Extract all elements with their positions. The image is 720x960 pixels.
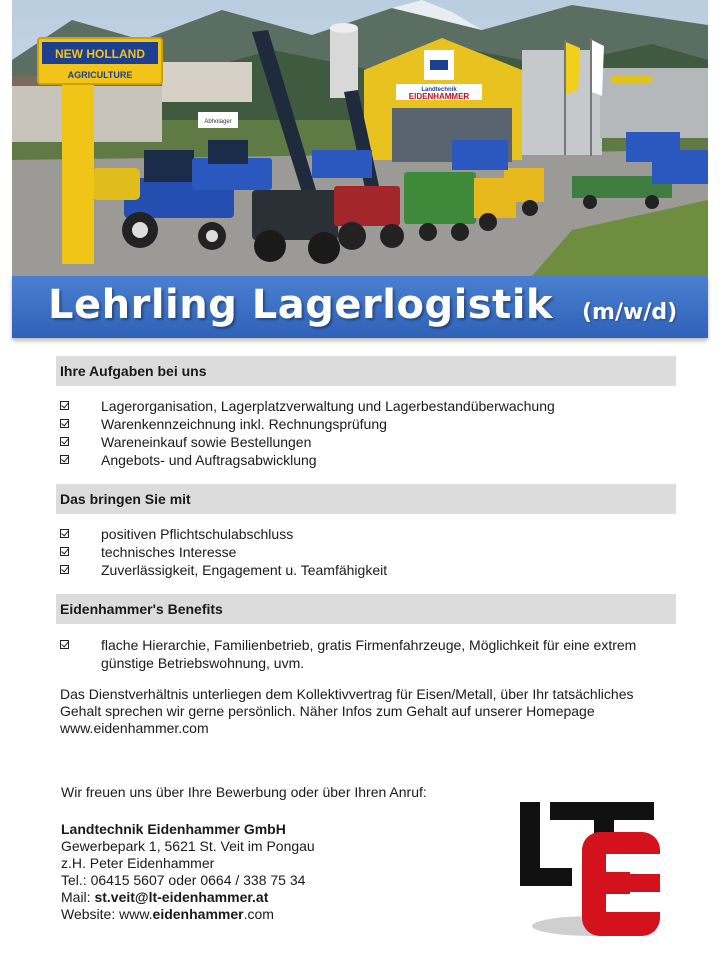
contact-person: z.H. Peter Eidenhammer: [61, 855, 215, 871]
list-item: Lagerorganisation, Lagerplatzverwaltung und Lagerbestandüberwachung: [58, 397, 678, 415]
salary-note: Das Dienstverhältnis unterliegen dem Kollektivvertrag für Eisen/Metall, über Ihr tatsächliches Gehalt sprechen wir gerne persönlich. Näher Infos zum Gehalt auf unserer Homepage www.eidenhammer.com: [60, 686, 680, 737]
requirements-list: [58, 525, 678, 579]
building-sign-top: Landtechnik: [421, 87, 457, 93]
side-sign: Abholager: [204, 119, 232, 125]
contact-block: [61, 821, 481, 923]
list-item: positiven Pflichtschulabschluss: [58, 525, 678, 543]
dealership-scene: [12, 0, 708, 276]
sign-brand: NEW HOLLAND: [55, 47, 145, 61]
mail-link[interactable]: st.veit@lt-eidenhammer.at: [94, 889, 269, 905]
checkbox-icon: [60, 401, 69, 410]
website-line[interactable]: Website: www.eidenhammer.com: [61, 906, 274, 922]
checkbox-icon: [60, 419, 69, 428]
building-sign-main: EIDENHAMMER: [408, 92, 470, 101]
company-address: Gewerbepark 1, 5621 St. Veit im Pongau: [61, 838, 315, 854]
checkbox-icon: [60, 455, 69, 464]
checkbox-icon: [60, 437, 69, 446]
lte-logo: [512, 796, 662, 946]
list-item: Angebots- und Auftragsabwicklung: [58, 451, 678, 469]
list-item: flache Hierarchie, Familienbetrieb, gratis Firmenfahrzeuge, Möglichkeit für eine extrem günstige Betriebswohnung, uvm.: [58, 636, 648, 672]
tasks-heading: Ihre Aufgaben bei uns: [56, 356, 676, 386]
checkbox-icon: [60, 547, 69, 556]
list-item: technisches Interesse: [58, 543, 678, 561]
list-item: Zuverlässigkeit, Engagement u. Teamfähigkeit: [58, 561, 678, 579]
list-item: Wareneinkauf sowie Bestellungen: [58, 433, 678, 451]
contact-intro: Wir freuen uns über Ihre Bewerbung oder über Ihren Anruf:: [61, 784, 427, 800]
benefits-heading: Eidenhammer's Benefits: [56, 594, 676, 624]
title-banner: [12, 276, 708, 338]
sign-sub: AGRICULTURE: [67, 70, 133, 80]
phone-numbers[interactable]: Tel.: 06415 5607 oder 0664 / 338 75 34: [61, 872, 306, 888]
company-name: Landtechnik Eidenhammer GmbH: [61, 821, 286, 837]
homepage-link[interactable]: www.eidenhammer.com: [60, 720, 209, 736]
checkbox-icon: [60, 640, 69, 649]
gender-note: (m/w/d): [582, 300, 678, 325]
logo-letter-e: [582, 832, 660, 936]
requirements-heading: Das bringen Sie mit: [56, 484, 676, 514]
job-title: Lehrling Lagerlogistik: [48, 282, 554, 328]
checkbox-icon: [60, 565, 69, 574]
benefits-list: [58, 636, 648, 672]
checkbox-icon: [60, 529, 69, 538]
hero-photo: [12, 0, 708, 276]
mail-line: Mail: st.veit@lt-eidenhammer.at: [61, 889, 269, 905]
tasks-list: [58, 397, 678, 469]
list-item: Warenkennzeichnung inkl. Rechnungsprüfung: [58, 415, 678, 433]
